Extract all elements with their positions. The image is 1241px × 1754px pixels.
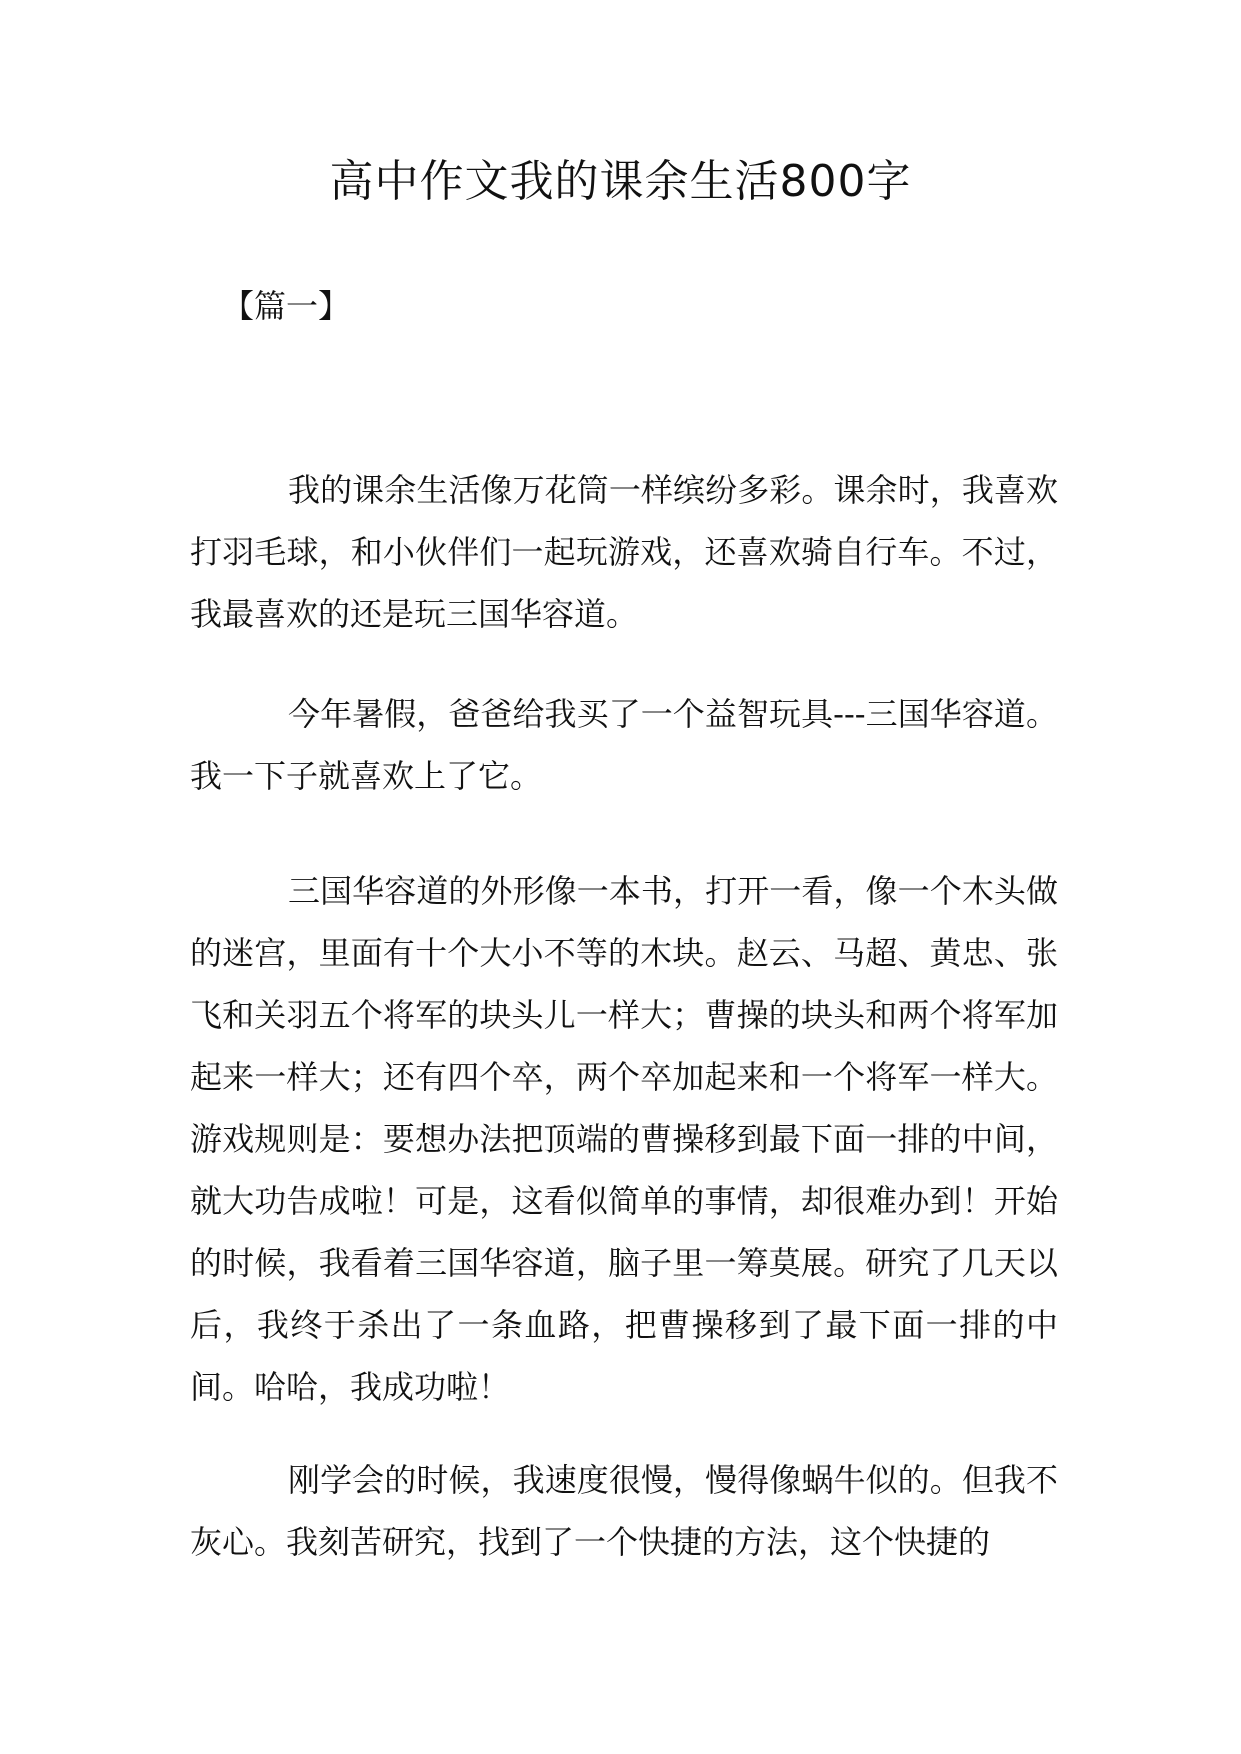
document-title: 高中作文我的课余生活800字 — [329, 156, 912, 207]
paragraph-2: 今年暑假，爸爸给我买了一个益智玩具---三国华容道。我一下子就喜欢上了它。 — [190, 695, 1058, 795]
section-label: 【篇一】 — [222, 287, 351, 325]
paragraph-3: 三国华容道的外形像一本书，打开一看，像一个木头做的迷宫，里面有十个大小不等的木块。赵云、马超、黄忠、张飞和关羽五个将军的块头儿一样大；曹操的块头和两个将军加起来一样大；还有四个卒，两个卒加起来和一个将军一样大。游戏规则是：要想办法把顶端的曹操移到最下面一排的中间，就大功告成啦！可是，这看似简单的事情，却很难办到！开始的时候，我看着三国华容道，脑子里一筹莫展。研究了几天以后，我终于杀出了一条血路，把曹操移到了最下面一排的中间。哈哈，我成功啦！ — [190, 872, 1058, 1406]
paragraph-4: 刚学会的时候，我速度很慢，慢得像蜗牛似的。但我不灰心。我刻苦研究，找到了一个快捷的方法，这个快捷的 — [190, 1461, 1058, 1561]
paragraph-1: 我的课余生活像万花筒一样缤纷多彩。课余时，我喜欢打羽毛球，和小伙伴们一起玩游戏，还喜欢骑自行车。不过，我最喜欢的还是玩三国华容道。 — [190, 471, 1058, 633]
